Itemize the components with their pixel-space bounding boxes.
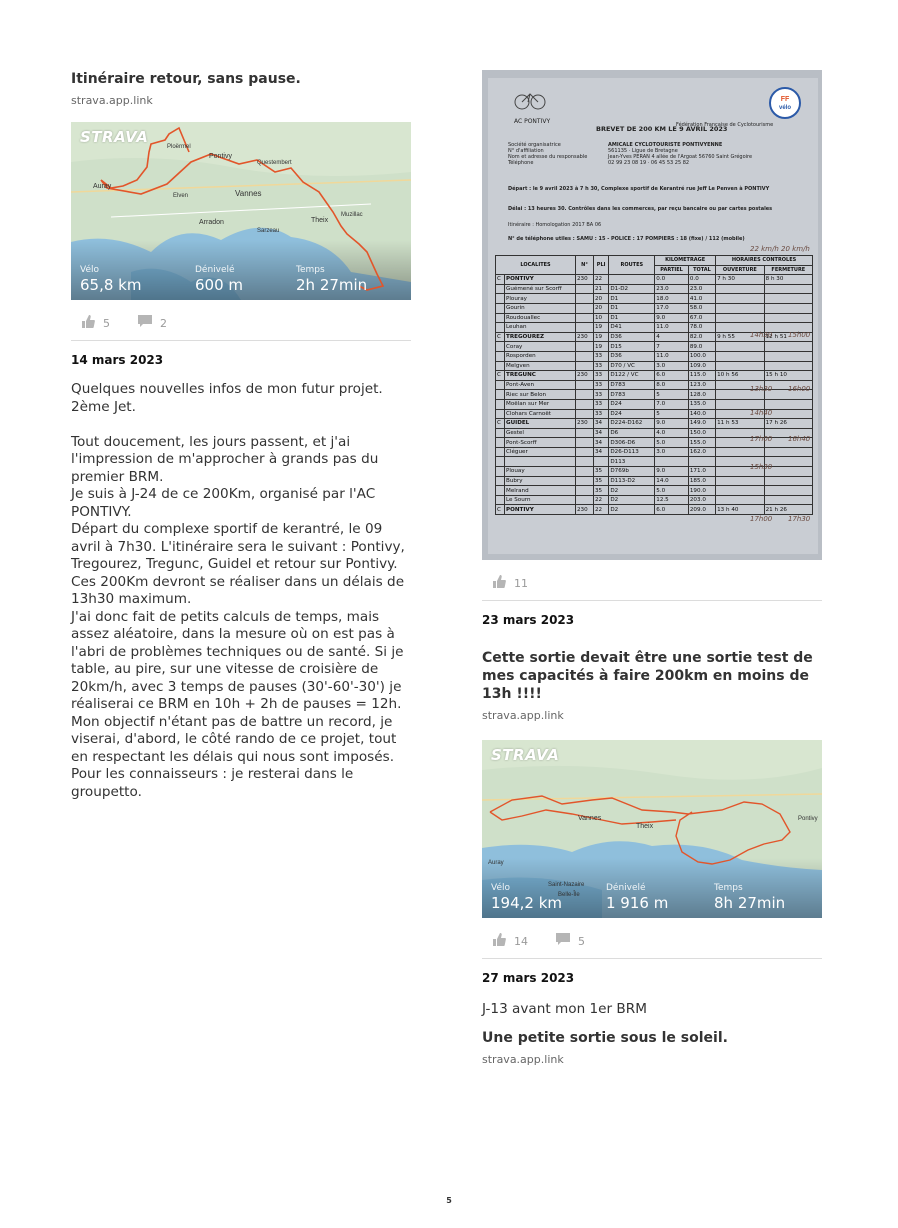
table-row: Pont-Scorff 34 D306-D6 5.0 155.0	[496, 438, 813, 448]
svg-text:Theix: Theix	[311, 217, 329, 224]
like-count: 5	[103, 316, 110, 330]
paragraph: J'ai donc fait de petits calculs de temps, mais assez aléatoire, dans la mesure où on est pas à l'abri de problèmes techniques ou de santé. Si je table, au pire, sur une vitesse de croisière de 20km/h, avec 3 temps de pauses (30'-60'-30') je réaliserai ce BRM en 10h + 2h de pauses = 12h.	[71, 608, 404, 712]
paragraph: 2ème Jet.	[71, 398, 136, 415]
svg-text:Vannes: Vannes	[235, 189, 262, 198]
handwritten-note: 17h30	[788, 515, 811, 523]
stat-time: Temps 8h 27min	[714, 883, 786, 912]
table-row: Pont-Aven 33 D783 8.0 123.0	[496, 380, 813, 390]
link-domain[interactable]: strava.app.link	[482, 709, 564, 722]
strava-logo: STRAVA	[80, 128, 149, 146]
paragraph: Départ du complexe sportif de kerantré, le 09 avril à 7h30. L'itinéraire sera le suivant : Pontivy, Tregourez, Tregunc, Guidel et retour sur Pontivy. Ces 200Km devront se réaliser dans un délais de 13h30 maximum.	[71, 521, 405, 607]
svg-text:FF: FF	[780, 96, 790, 103]
table-row: Melgven 33 D70 / VC 3.0 109.0	[496, 361, 813, 371]
svg-text:Auray: Auray	[93, 183, 112, 190]
stat-elevation: Dénivelé 600 m	[195, 265, 244, 294]
comment-count: 2	[160, 316, 167, 330]
stat-time: Temps 2h 27min	[296, 265, 368, 294]
svg-text:Saint-Nazaire: Saint-Nazaire	[548, 882, 585, 888]
table-row: Guémené sur Scorff 21 D1-D2 23.0 23.0	[496, 284, 813, 294]
table-row: Le Sourn 22 D2 12.5 203.0	[496, 495, 813, 505]
link-title[interactable]: Itinéraire retour, sans pause.	[71, 71, 301, 87]
comment-icon[interactable]	[556, 933, 570, 949]
divider	[482, 600, 822, 601]
table-row: C PONTIVY 230 22 0.0 0.0 7 h 30 8 h 30	[496, 275, 813, 285]
ac-pontivy-logo	[510, 86, 550, 112]
svg-text:vélo: vélo	[778, 105, 792, 111]
table-row: Bubry 35 D113-D2 14.0 185.0	[496, 476, 813, 486]
svg-text:Muzillac: Muzillac	[341, 212, 363, 218]
like-icon[interactable]	[81, 315, 95, 331]
divider	[71, 340, 411, 341]
paragraph: Mon objectif n'étant pas de battre un record, je viserai, d'abord, le côté rando de ce projet, tout en respectant les délais qui nous sont imposés.	[71, 713, 397, 765]
table-row: Leuhan 19 D41 11.0 78.0	[496, 323, 813, 333]
table-row: Plouay 35 D769b 9.0 171.0	[496, 467, 813, 477]
table-row: Moëlan sur Mer 33 D24 7.0 135.0	[496, 399, 813, 409]
handwritten-note: 14h40	[750, 409, 773, 417]
handwritten-note: 15h30	[750, 463, 773, 471]
table-row: Riec sur Belon 33 D783 5 128.0	[496, 390, 813, 400]
like-count: 14	[514, 934, 528, 948]
link-title[interactable]: Cette sortie devait être une sortie test de mes capacités à faire 200km en moins de 13h !!!!	[482, 650, 813, 702]
table-row: C PONTIVY 230 22 D2 6.0 209.0 13 h 40 21 h 26	[496, 505, 813, 515]
table-row: Cléguer 34 D26-D113 3.0 162.0	[496, 447, 813, 457]
post-date: 27 mars 2023	[482, 971, 575, 985]
like-count: 11	[514, 576, 528, 590]
table-row: C TREGOUREZ 230 19 D36 4 82.0 9 h 55 12 h 51	[496, 332, 813, 342]
ffvelo-logo	[768, 86, 802, 120]
paragraph: Pour les connaisseurs : je resterai dans le groupetto.	[71, 766, 354, 800]
table-row: C GUIDEL 230 34 D224-D162 9.0 149.0 11 h 53 17 h 26	[496, 419, 813, 429]
table-row: Coray 19 D15 7 89.0	[496, 342, 813, 352]
stat-elevation: Dénivelé 1 916 m	[606, 883, 669, 912]
table-row: Rosporden 33 D36 11.0 100.0	[496, 351, 813, 361]
paragraph: Je suis à J-24 de ce 200Km, organisé par l'AC PONTIVY.	[71, 486, 376, 520]
strava-map-card[interactable]	[71, 122, 411, 300]
svg-text:Pontivy: Pontivy	[209, 153, 232, 160]
table-row: Gestel 34 D6 4.0 150.0	[496, 428, 813, 438]
link-domain[interactable]: strava.app.link	[482, 1052, 564, 1066]
handwritten-note: 17h00	[750, 435, 773, 443]
table-row: C TREGUNC 230 33 D122 / VC 6.0 115.0 10 h 56 15 h 10	[496, 371, 813, 381]
svg-text:Belle-Île: Belle-Île	[558, 892, 580, 898]
right-column	[482, 70, 822, 1066]
table-row: Melrand 35 D2 5.0 190.0	[496, 486, 813, 496]
post-body: J-13 avant mon 1er BRM	[482, 1001, 647, 1017]
svg-text:Arradon: Arradon	[199, 219, 224, 226]
svg-text:Auray: Auray	[488, 860, 504, 866]
table-row: Roudouallec 10 D1 9.0 67.0	[496, 313, 813, 323]
handwritten-note: 17h00	[750, 515, 773, 523]
left-column	[71, 70, 411, 801]
social-bar	[482, 574, 822, 592]
paragraph: Quelques nouvelles infos de mon futur projet.	[71, 381, 383, 397]
brevet-table: LOCALITES N° PLI ROUTES KILOMETRAGE HORAIRES CONTROLES PARTIEL TOTAL OUVERTURE FERMETURE C PONTIVY 230 22 0.0 0.0 7 h 30 8 h 30 Guémené sur Scorff 21 D1-D2 23.0 23.0 Plouray 20 D1 18.0 41.0 Gourin 20 D1 17.0 58.0 Roudouallec 10 D1 9.0 67.0 Leuhan 19 D41 11.0 78.0 C TREGOUREZ 230 19 D36 4 82.0 9 h 55 12 h 51 Coray 19 D15 7 89.0 Rosporden 33 D36 11.0 100.0 Melgven 33 D70 / VC 3.0 109.0 C TREGUNC 230 33 D122 / VC 6.0 115.0 10 h 56 15 h 10 Pont-Aven 33 D783 8.0 123.0 Riec sur Belon 33 D783 5 128.0 Moëlan sur Mer 33 D24 7.0 135.0 Clohars Carnoët 33 D24 5 140.0 C GUIDEL 230 34 D224-D162 9.0 149.0 11 h 53 17 h 26 Gestel 34 D6 4.0 150.0 Pont-Scorff 34 D306-D6 5.0 155.0 Cléguer 34 D26-D113 3.0 162.0 D113 Plouay 35 D769b 9.0 171.0 Bubry 35 D113-D2 14.0 185.0 Melrand 35 D2 5.0 190.0 Le Sourn 22 D2 12.5 203.0 C PONTIVY 230 22 D2 6.0 209.0 13 h 40 21 h 26	[495, 255, 813, 515]
social-bar	[482, 932, 822, 950]
handwritten-note: 13h30	[750, 385, 773, 393]
table-row: D113	[496, 457, 813, 467]
post-date: 23 mars 2023	[482, 613, 575, 627]
scan-paper: AC PONTIVY FF vélo Fédération Française de Cyclotourisme BREVET DE 200 KM LE 9 AVRIL 2023 Société organisatrice N° d'affiliation Nom et adresse du responsable Téléphone AMICALE CYCLOTOURISTE PONTIVYENNE 561135 · Ligue de Bretagne Jean-Yves PERAN 4 allée de l'Argoat 56760 Saint Grégoire 02 99 23 08 19 · 06 45 53 25 82 Départ : le 9 avril 2023 à 7 h 30, Complexe sportif de Kerantré rue Jeff Le Penven à PONTIVY Délai : 13 heures 30. Contrôles dans les commerces, par reçu bancaire ou par cartes postales Itinéraire : Homologation 2017 BA 06 N° de téléphone utiles : SAMU : 15 - POLICE : 17 POMPIERS : 18 (fixe) / 112 (mobile) 22 km/h 20 km/h	[488, 78, 818, 554]
social-bar	[71, 314, 411, 332]
like-icon[interactable]	[492, 933, 506, 949]
scanned-document-photo[interactable]	[482, 70, 822, 560]
like-icon[interactable]	[492, 575, 506, 591]
page-number: 5	[446, 1196, 452, 1205]
table-row: Plouray 20 D1 18.0 41.0	[496, 294, 813, 304]
divider	[482, 958, 822, 959]
stat-distance: Vélo 194,2 km	[491, 883, 563, 912]
stat-distance: Vélo 65,8 km	[80, 265, 142, 294]
paragraph: Tout doucement, les jours passent, et j'ai l'impression de m'approcher à grands pas du premier BRM.	[71, 433, 379, 485]
handwritten-note: 15h00	[788, 331, 811, 339]
strava-map-card[interactable]	[482, 740, 822, 918]
svg-text:Pontivy: Pontivy	[798, 816, 818, 822]
svg-text:Sarzeau: Sarzeau	[257, 228, 280, 234]
comment-icon[interactable]	[138, 315, 152, 331]
link-domain[interactable]: strava.app.link	[71, 94, 153, 107]
post-body	[71, 381, 411, 801]
svg-text:Theix: Theix	[636, 823, 654, 830]
handwritten-note: 16h00	[788, 385, 811, 393]
comment-count: 5	[578, 934, 585, 948]
post-date: 14 mars 2023	[71, 353, 164, 367]
svg-text:Elven: Elven	[173, 193, 189, 199]
svg-text:Ploërmel: Ploërmel	[167, 144, 191, 150]
table-row: Gourin 20 D1 17.0 58.0	[496, 303, 813, 313]
svg-text:Vannes: Vannes	[578, 815, 602, 822]
handwritten-note: 16h40	[788, 435, 811, 443]
svg-text:Questembert: Questembert	[257, 160, 292, 166]
paragraph-blank	[71, 416, 411, 434]
strava-logo: STRAVA	[491, 746, 560, 764]
table-row: Clohars Carnoët 33 D24 5 140.0	[496, 409, 813, 419]
link-title[interactable]: Une petite sortie sous le soleil.	[482, 1029, 728, 1046]
handwritten-note: 14h30	[750, 331, 773, 339]
